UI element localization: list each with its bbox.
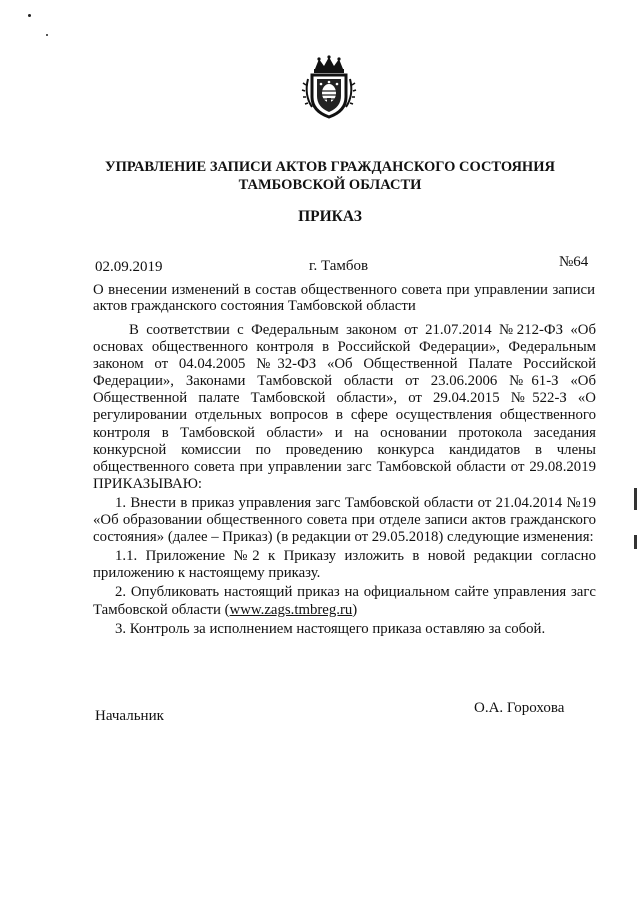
signatory-name: О.А. Горохова xyxy=(474,700,565,716)
organization-title xyxy=(60,158,600,194)
order-item-3: 3. Контроль за исполнением настоящего приказа оставляю за собой. xyxy=(115,620,546,637)
order-item-2 xyxy=(93,584,596,618)
order-item-2-text: 2. Опубликовать настоящий приказ на официальном сайте управления загс Тамбовской области ( xyxy=(93,584,596,618)
order-item-1: 1. Внести в приказ управления загс Тамбовской области от 21.04.2014 №19 «Об образовании общественного совета при отделе записи актов гражданского состояния» (далее – Приказ) (в редакции от 29.05.2018) следующие изменения: xyxy=(93,494,596,546)
document-number: №64 xyxy=(559,254,589,270)
scan-speck xyxy=(28,14,31,17)
website-link[interactable]: www.zags.tmbreg.ru xyxy=(229,601,353,618)
organization-title-line1: УПРАВЛЕНИЕ ЗАПИСИ АКТОВ ГРАЖДАНСКОГО СОСТОЯНИЯ xyxy=(105,159,555,175)
scan-edge-mark xyxy=(634,488,637,510)
scan-speck xyxy=(46,34,48,36)
scan-edge-mark xyxy=(634,535,637,549)
document-date: 02.09.2019 xyxy=(95,259,163,275)
document-type-heading: ПРИКАЗ xyxy=(298,208,362,225)
organization-title-line2: ТАМБОВСКОЙ ОБЛАСТИ xyxy=(238,177,422,193)
document-body xyxy=(93,322,596,638)
preamble-paragraph: В соответствии с Федеральным законом от 21.07.2014 №212-ФЗ «Об основах общественного контроля в Российской Федерации», Федеральным законом от 04.04.2005 №32-ФЗ «Об Общественной Палате Российской Федерации», Законами Тамбовской области от 23.06.2006 №61-З «Об Общественной палате Тамбовской области», от 29.04.2015 №522-З «О регулировании отдельных вопросов в сфере осуществления общественного контроля в Тамбовской области» и на основании протокола заседания конкурсной комиссии по проведению конкурса кандидатов в члены общественного совета при управлении загс Тамбовской области от 29.08.2019 ПРИКАЗЫВАЮ: xyxy=(93,322,596,492)
order-item-2-suffix: ) xyxy=(352,601,358,618)
order-item-1-1: 1.1. Приложение №2 к Приказу изложить в новой редакции согласно приложению к настоящему приказу. xyxy=(93,548,596,582)
signatory-title: Начальник xyxy=(95,708,164,724)
document-subject: О внесении изменений в состав общественного совета при управлении записи актов гражданского состояния Тамбовской области xyxy=(93,282,595,314)
coat-of-arms-icon xyxy=(298,55,360,121)
document-city: г. Тамбов xyxy=(309,258,369,274)
